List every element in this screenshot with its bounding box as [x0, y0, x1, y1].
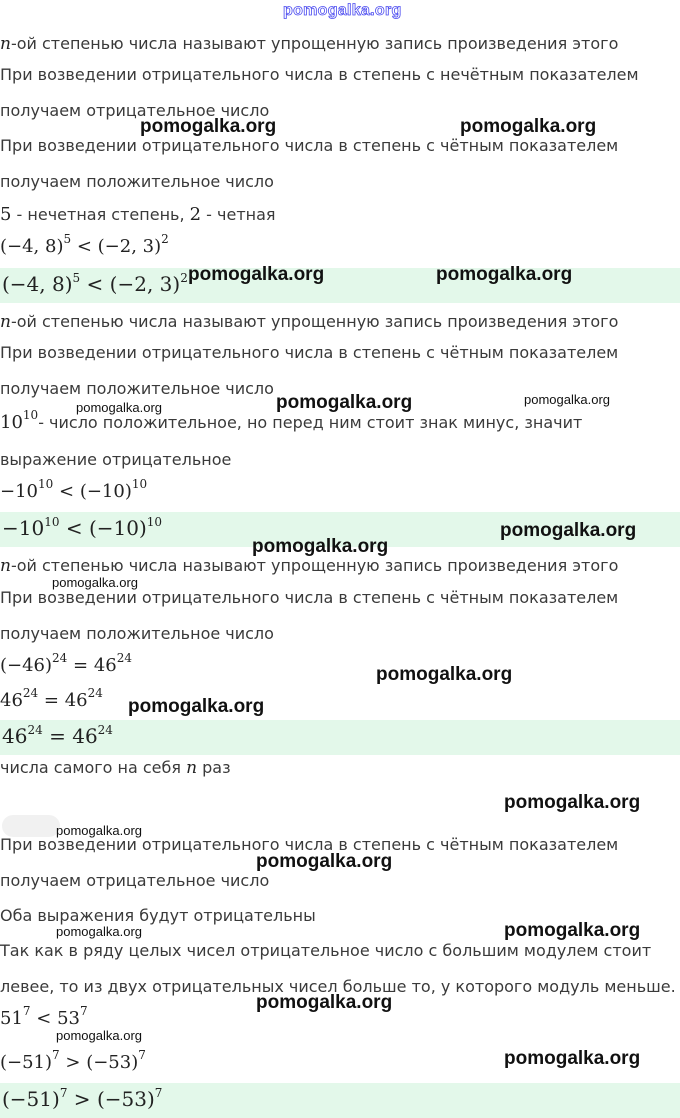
negative-result-line-2: получаем отрицательное число [0, 871, 270, 890]
definition-line-2: n-ой степенью числа называют упрощенную запись произведения этого [0, 312, 619, 332]
inequality-1: (−4, 8)$^5$ < (−2, 3)$^2$ [0, 232, 169, 257]
watermark: pomogalka.org [524, 392, 610, 407]
row-rule-line-1: Так как в ряду целых чисел отрицательное число с большим модулем стоит [0, 941, 652, 960]
watermark: pomogalka.org [376, 664, 513, 685]
watermark: pomogalka.org [504, 920, 641, 941]
watermark: pomogalka.org [56, 924, 142, 939]
positive-result-line-1: получаем положительное число [0, 172, 274, 191]
answer-1: (−4, 8)$^5$ < (−2, 3)$^2$ [2, 271, 188, 296]
definition-line-3: n-ой степенью числа называют упрощенную запись произведения этого [0, 556, 619, 576]
watermark-top: pomogalka.org [283, 2, 402, 19]
watermark: pomogalka.org [436, 264, 573, 285]
even-rule-line-3: При возведении отрицательного числа в степень с чётным показателем [0, 588, 619, 607]
positive-result-line-2: получаем положительное число [0, 379, 274, 398]
even-rule-line-4: При возведении отрицательного числа в степень с чётным показателем [0, 835, 619, 854]
equation-3a: $(-46)^{24} = 46^{24}$ [0, 651, 133, 676]
odd-rule-line: При возведении отрицательного числа в степень с нечётным показателем [0, 65, 639, 84]
watermark: pomogalka.org [256, 851, 393, 872]
positive-result-line-3: получаем положительное число [0, 624, 274, 643]
answer-box-1 [0, 268, 680, 303]
inequality-2: $-10^{10} < (-10)^{10}$ [0, 477, 148, 502]
watermark: pomogalka.org [460, 116, 597, 137]
equation-3b: $46^{24} = 46^{24}$ [0, 686, 103, 711]
inequality-4b: $(-51)^7 > (-53)^7$ [0, 1048, 146, 1073]
even-rule-line-2: При возведении отрицательного числа в степень с чётным показателем [0, 343, 619, 362]
row-rule-line-2: левее, то из двух отрицательных чисел больше то, у которого модуль меньше. [0, 977, 676, 996]
both-negative-line: Оба выражения будут отрицательны [0, 906, 316, 925]
negative-expression-line: выражение отрицательное [0, 450, 232, 469]
watermark: pomogalka.org [504, 792, 641, 813]
answer-box-4 [0, 1083, 680, 1118]
watermark: pomogalka.org [52, 575, 138, 590]
watermark: pomogalka.org [56, 823, 142, 838]
watermark: pomogalka.org [128, 696, 265, 717]
watermark: pomogalka.org [256, 992, 393, 1013]
answer-box-3 [0, 720, 680, 755]
watermark: pomogalka.org [188, 264, 325, 285]
definition-line-1: n-ой степенью числа называют упрощенную запись произведения этого [0, 34, 619, 54]
watermark: pomogalka.org [252, 536, 389, 557]
watermark: pomogalka.org [76, 400, 162, 415]
watermark: pomogalka.org [140, 116, 277, 137]
watermark: pomogalka.org [500, 520, 637, 541]
times-itself-line: числа самого на себя n раз [0, 758, 231, 778]
answer-4: $(-51)^7 > (-53)^7$ [2, 1086, 163, 1111]
watermark: pomogalka.org [504, 1048, 641, 1069]
answer-2: $-10^{10} < (-10)^{10}$ [2, 515, 163, 540]
ten-power-note: $10^{10}-$ число положительное, но перед ним стоит знак минус, значит [0, 408, 583, 433]
negative-result-line-1: получаем отрицательное число [0, 101, 270, 120]
inequality-4a: $51^7 < 53^7$ [0, 1004, 88, 1029]
watermark: pomogalka.org [276, 392, 413, 413]
odd-even-note: 5 - нечетная степень, 2 - четная [0, 204, 276, 225]
watermark: pomogalka.org [56, 1028, 142, 1043]
even-rule-line-1: При возведении отрицательного числа в степень с чётным показателем [0, 136, 619, 155]
answer-3: $46^{24} = 46^{24}$ [2, 723, 113, 748]
